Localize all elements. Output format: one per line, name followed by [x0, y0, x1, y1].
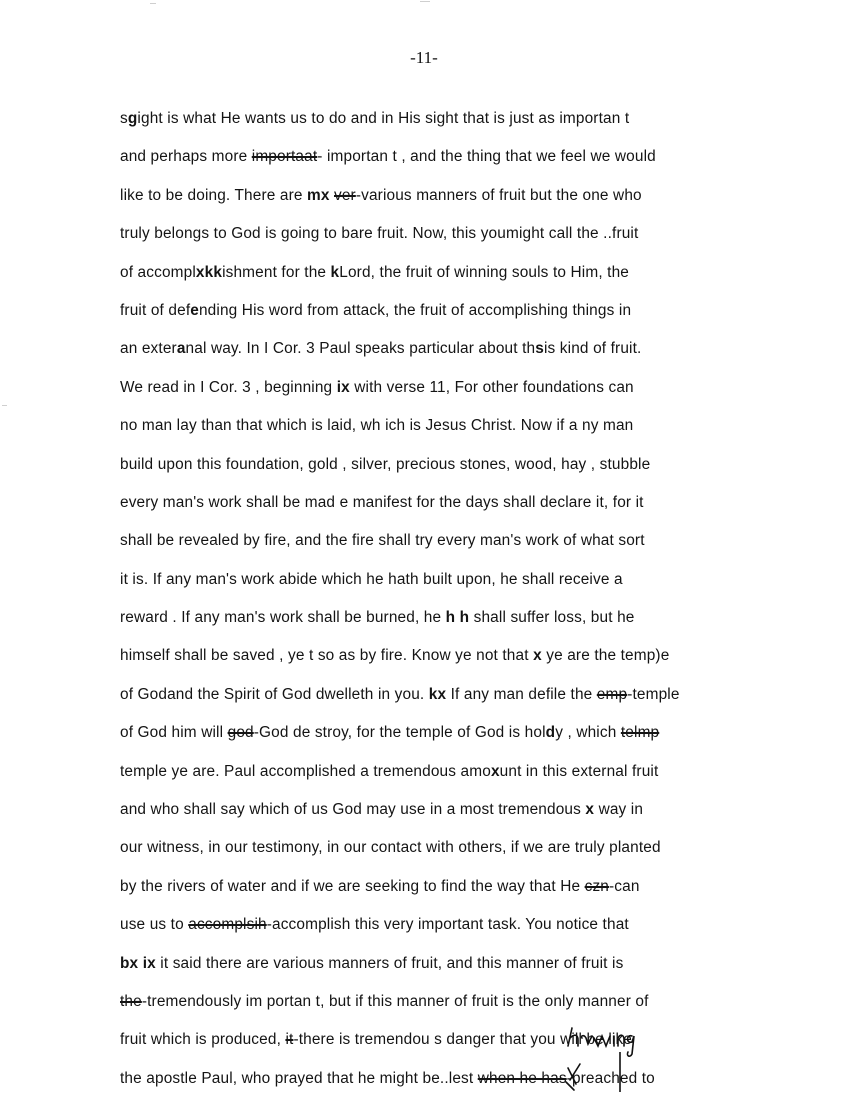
text-run: -temple — [627, 685, 680, 703]
text-line — [120, 415, 820, 453]
text-line — [120, 1068, 820, 1106]
overtyped-text: xkk — [195, 263, 223, 281]
text-run: it is. If any man's work abide which he hath built upon, he shall receive a — [120, 570, 623, 588]
scan-speck — [150, 3, 156, 4]
struck-text: emp — [596, 685, 628, 703]
text-run: nding His word from attack, the fruit of accomplishing things in — [198, 301, 632, 319]
text-run: truly belongs to God is going to bare fruit. Now, this youmight call the ..fruit — [120, 225, 639, 243]
text-line — [120, 684, 820, 722]
text-run: by the rivers of water and if we are seeking to find the way that He — [120, 877, 585, 895]
text-line — [120, 914, 820, 952]
text-line — [120, 262, 820, 300]
text-run: of Godand the Spirit of God dwelleth in you. — [120, 685, 429, 703]
struck-text: accomplsih — [188, 916, 267, 934]
text-run: ishment for the — [222, 263, 331, 281]
text-line — [120, 645, 820, 683]
struck-text: it — [285, 1031, 294, 1049]
text-line — [120, 607, 820, 645]
text-run: - importan t , and the thing that we feel we would — [317, 148, 656, 166]
struck-text: when he has — [477, 1069, 567, 1087]
page-number: -11- — [410, 48, 438, 67]
text-run: -accomplish this very important task. You notice that — [266, 916, 629, 934]
text-run: shall be revealed by fire, and the fire shall try every man's work of what sort — [120, 532, 645, 550]
text-run: We read in I Cor. 3 , beginning — [120, 378, 337, 396]
text-line — [120, 991, 820, 1029]
text-run: it said there are various manners of fruit, and this manner of fruit is — [155, 954, 624, 972]
text-line — [120, 492, 820, 530]
text-run: of God him will — [120, 724, 228, 742]
text-run: -there is tremendou s danger that you will be like — [293, 1031, 633, 1049]
overtyped-text: k — [330, 263, 340, 281]
struck-text: telmp — [620, 724, 660, 742]
text-run: fruit of def — [120, 301, 191, 319]
text-line — [120, 146, 820, 184]
overtyped-text: a — [176, 340, 186, 358]
text-line — [120, 953, 820, 991]
text-line — [120, 454, 820, 492]
text-run: -various manners of fruit but the one who — [355, 186, 642, 204]
text-run: every man's work shall be mad e manifest for the days shall declare it, for it — [120, 493, 644, 511]
text-run: ye are the temp)e — [541, 647, 670, 665]
struck-text: ver — [334, 186, 356, 204]
text-run: and perhaps more — [120, 148, 252, 166]
overtyped-text: mx — [307, 186, 330, 204]
text-line — [120, 799, 820, 837]
text-run: use us to — [120, 916, 189, 934]
overtyped-text: x — [533, 647, 542, 665]
text-line — [120, 722, 820, 760]
text-run: nal way. In I Cor. 3 Paul speaks particular about th — [185, 340, 536, 358]
text-run: ight is what He wants us to do and in His sight that is just as importan t — [137, 110, 630, 127]
text-run: y , which — [555, 724, 621, 742]
text-line — [120, 300, 820, 338]
text-run: Lord, the fruit of winning souls to Him, the — [339, 263, 630, 281]
text-run: -God de stroy, for the temple of God is hol — [253, 724, 546, 742]
overtyped-text: kx — [428, 685, 447, 703]
overtyped-text: g — [127, 110, 138, 127]
struck-text: god — [227, 724, 254, 742]
text-run: himself shall be saved , ye t so as by fire. Know ye not that — [120, 647, 534, 665]
struck-text: importaat — [251, 148, 318, 166]
text-run: -can — [609, 877, 640, 895]
text-run: with verse 11, For other foundations can — [349, 378, 634, 396]
overtyped-text: bx — [120, 954, 139, 972]
text-run: of accompl — [120, 263, 196, 281]
overtyped-text: h h — [445, 609, 470, 627]
handwritten-insertion — [562, 1024, 642, 1094]
text-run: build upon this foundation, gold , silver, precious stones, wood, hay , stubble — [120, 455, 651, 473]
text-line — [120, 837, 820, 875]
text-run: -preached to — [566, 1069, 655, 1087]
overtyped-text: e — [190, 301, 199, 319]
text-run: an exter — [120, 340, 177, 358]
overtyped-text: ix — [336, 378, 350, 396]
overtyped-text: x — [490, 762, 500, 780]
text-line — [120, 223, 820, 261]
text-line — [120, 108, 820, 146]
text-run: fruit which is produced, — [120, 1031, 286, 1049]
text-line — [120, 338, 820, 376]
text-run: our witness, in our testimony, in our contact with others, if we are truly planted — [120, 839, 661, 857]
typed-body-text — [120, 108, 820, 1106]
text-line — [120, 569, 820, 607]
text-run: and who shall say which of us God may use in a most tremendous — [120, 801, 586, 819]
text-line — [120, 377, 820, 415]
text-run: reward . If any man's work shall be burned, he — [120, 609, 446, 627]
text-line — [120, 1029, 820, 1067]
scan-speck — [420, 1, 430, 2]
overtyped-text: ix — [142, 954, 156, 972]
text-line — [120, 876, 820, 914]
overtyped-text: s — [535, 340, 544, 358]
text-run: like to be doing. There are — [120, 186, 308, 204]
text-run: temple ye are. Paul accomplished a tremendous amo — [120, 762, 491, 780]
text-run: is kind of fruit. — [543, 340, 642, 358]
text-run: the apostle Paul, who prayed that he might be..lest — [120, 1069, 478, 1087]
struck-text: czn — [584, 877, 610, 895]
struck-text: the — [120, 992, 142, 1010]
text-run: -tremendously im portan t, but if this manner of fruit is the only manner of — [141, 992, 649, 1010]
text-line — [120, 530, 820, 568]
overtyped-text: d — [545, 724, 556, 742]
overtyped-text: x — [585, 801, 595, 819]
text-line — [120, 185, 820, 223]
text-run: shall suffer loss, but he — [469, 609, 635, 627]
text-line — [120, 761, 820, 799]
text-run: way in — [594, 801, 644, 819]
text-run: If any man defile the — [446, 685, 597, 703]
scan-speck — [2, 405, 7, 406]
text-run: s — [120, 110, 128, 127]
text-run: unt in this external fruit — [499, 762, 659, 780]
text-run: no man lay than that which is laid, wh ich is Jesus Christ. Now if a ny man — [120, 417, 634, 435]
